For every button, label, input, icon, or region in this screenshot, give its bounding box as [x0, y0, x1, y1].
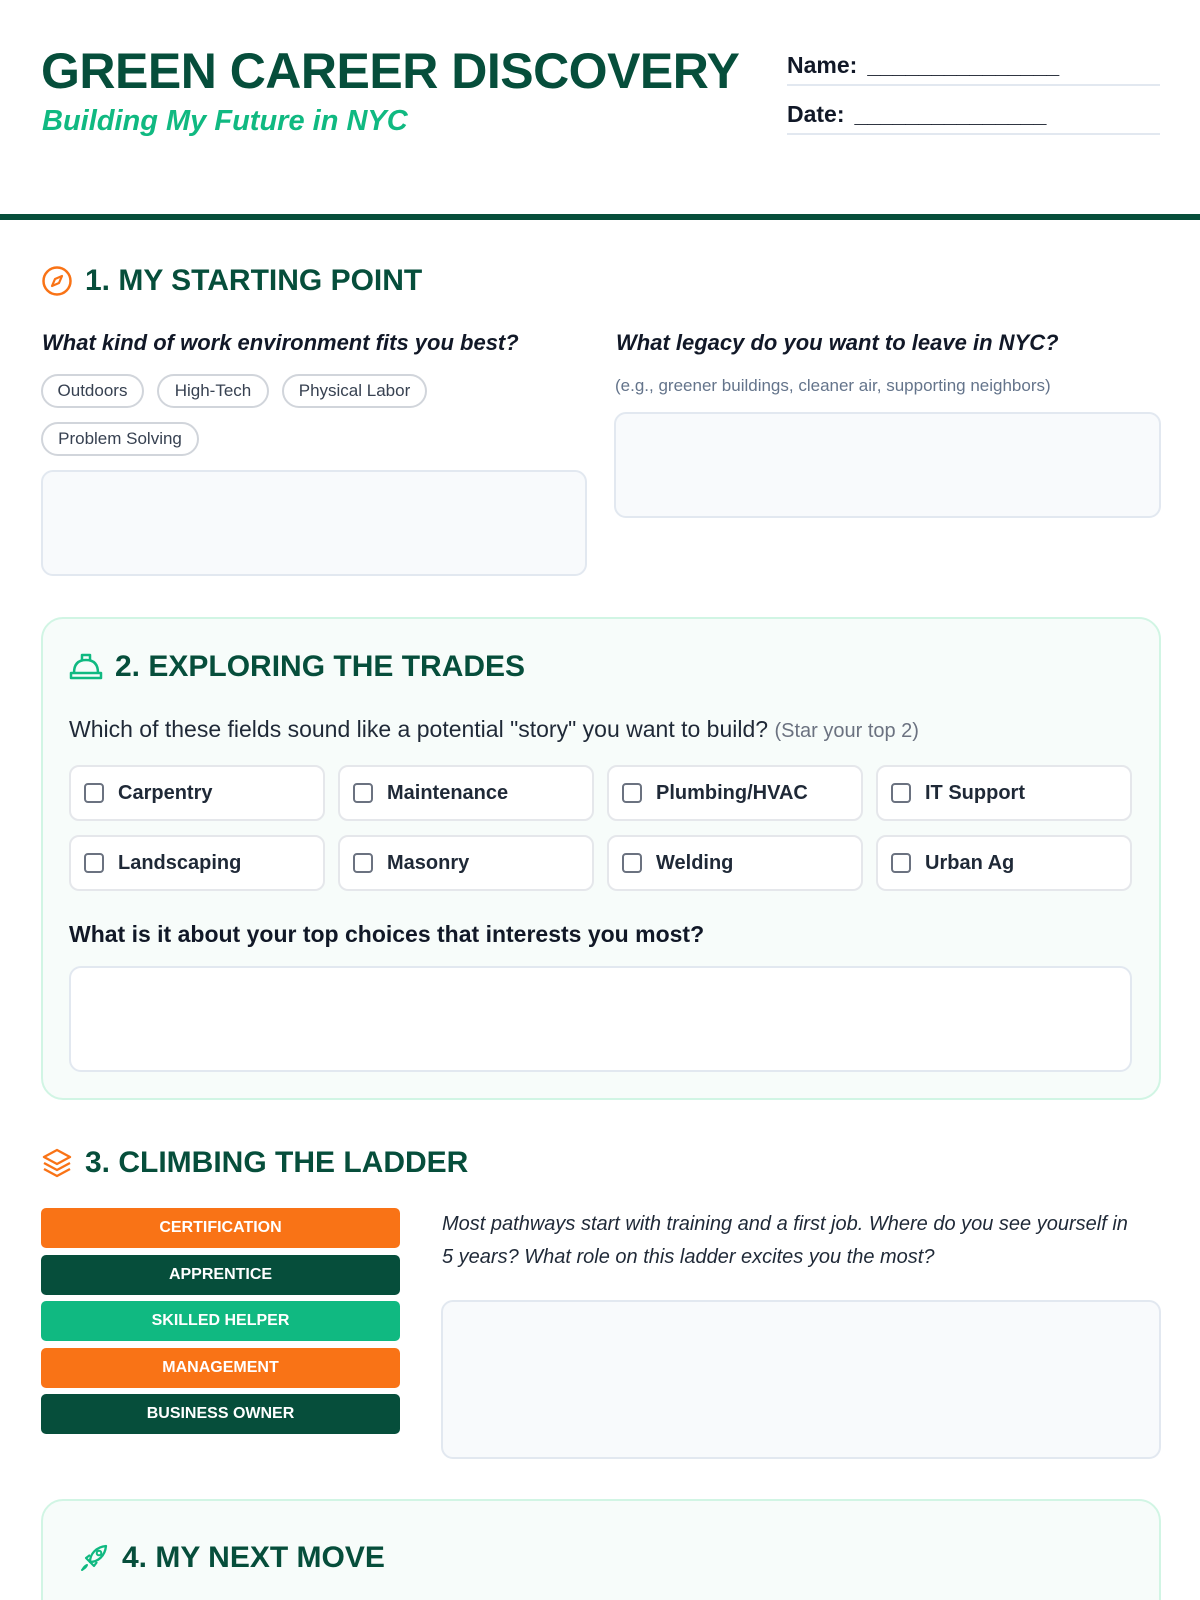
ladder-rung-management: MANAGEMENT	[41, 1348, 400, 1388]
trades-followup-question: What is it about your top choices that interests you most?	[69, 921, 705, 947]
chip-physical-labor[interactable]: Physical Labor	[282, 374, 427, 408]
section-2-heading	[69, 650, 525, 684]
trade-label: Welding	[656, 851, 734, 874]
ladder-rung-skilled-helper: SKILLED HELPER	[41, 1301, 400, 1341]
trade-label: IT Support	[925, 781, 1025, 804]
trade-label: Urban Ag	[925, 851, 1015, 874]
ladder-answer-box[interactable]	[441, 1300, 1161, 1459]
checkbox[interactable]	[622, 783, 642, 803]
trade-option-plumbing-hvac[interactable]	[607, 765, 863, 821]
section-3-heading	[41, 1146, 468, 1180]
layers-icon	[41, 1147, 73, 1179]
legacy-question: What legacy do you want to leave in NYC?	[616, 330, 1059, 355]
trade-label: Carpentry	[118, 781, 213, 804]
checkbox[interactable]	[353, 783, 373, 803]
section-1-title: 1. MY STARTING POINT	[85, 264, 423, 297]
checkbox[interactable]	[891, 853, 911, 873]
page-subtitle: Building My Future in NYC	[42, 105, 408, 137]
section-4-title: 4. MY NEXT MOVE	[122, 1541, 385, 1574]
trade-label: Landscaping	[118, 851, 242, 874]
trade-option-carpentry[interactable]	[69, 765, 325, 821]
trade-option-urban-ag[interactable]	[876, 835, 1132, 891]
ladder-rung-apprentice: APPRENTICE	[41, 1255, 400, 1295]
trade-label: Plumbing/HVAC	[656, 781, 808, 804]
trade-label: Maintenance	[387, 781, 509, 804]
worksheet-header	[0, 0, 1200, 220]
checkbox[interactable]	[891, 783, 911, 803]
legacy-hint: (e.g., greener buildings, cleaner air, supporting neighbors)	[615, 376, 1051, 395]
chip-high-tech[interactable]: High-Tech	[157, 374, 269, 408]
checkbox[interactable]	[353, 853, 373, 873]
section-4-heading	[78, 1541, 385, 1575]
name-field[interactable]	[787, 52, 1160, 86]
trade-option-welding[interactable]	[607, 835, 863, 891]
section-1-heading	[41, 264, 422, 298]
date-field[interactable]	[787, 101, 1160, 135]
checkbox[interactable]	[622, 853, 642, 873]
trade-option-landscaping[interactable]	[69, 835, 325, 891]
hard-hat-icon	[69, 652, 103, 682]
name-blank: _______________	[867, 52, 1060, 78]
rocket-icon	[78, 1542, 110, 1574]
section-2-title: 2. EXPLORING THE TRADES	[115, 650, 526, 683]
chip-problem-solving[interactable]: Problem Solving	[41, 422, 199, 456]
name-label: Name:	[787, 52, 858, 78]
chip-outdoors[interactable]: Outdoors	[41, 374, 144, 408]
section-3-title: 3. CLIMBING THE LADDER	[85, 1146, 469, 1179]
trade-option-maintenance[interactable]	[338, 765, 594, 821]
legacy-answer-box[interactable]	[614, 412, 1161, 518]
compass-icon	[41, 265, 73, 297]
trades-prompt-text: Which of these fields sound like a potential "story" you want to build?	[69, 716, 769, 742]
checkbox[interactable]	[84, 783, 104, 803]
date-blank: _______________	[854, 101, 1047, 127]
work-environment-answer-box[interactable]	[41, 470, 587, 576]
trades-answer-box[interactable]	[69, 966, 1132, 1072]
trade-option-it-support[interactable]	[876, 765, 1132, 821]
page-title: GREEN CAREER DISCOVERY	[41, 43, 740, 99]
trades-prompt-note: (Star your top 2)	[774, 720, 919, 742]
ladder-question: Most pathways start with training and a first job. Where do you see yourself in 5 years? What role on this ladder excites you the most?	[442, 1213, 1128, 1268]
trades-prompt	[69, 716, 919, 743]
trade-label: Masonry	[387, 851, 470, 874]
date-label: Date:	[787, 101, 845, 127]
work-environment-question: What kind of work environment fits you best?	[42, 330, 519, 355]
ladder-rung-certification: CERTIFICATION	[41, 1208, 400, 1248]
checkbox[interactable]	[84, 853, 104, 873]
trade-option-masonry[interactable]	[338, 835, 594, 891]
ladder-rung-business-owner: BUSINESS OWNER	[41, 1394, 400, 1434]
